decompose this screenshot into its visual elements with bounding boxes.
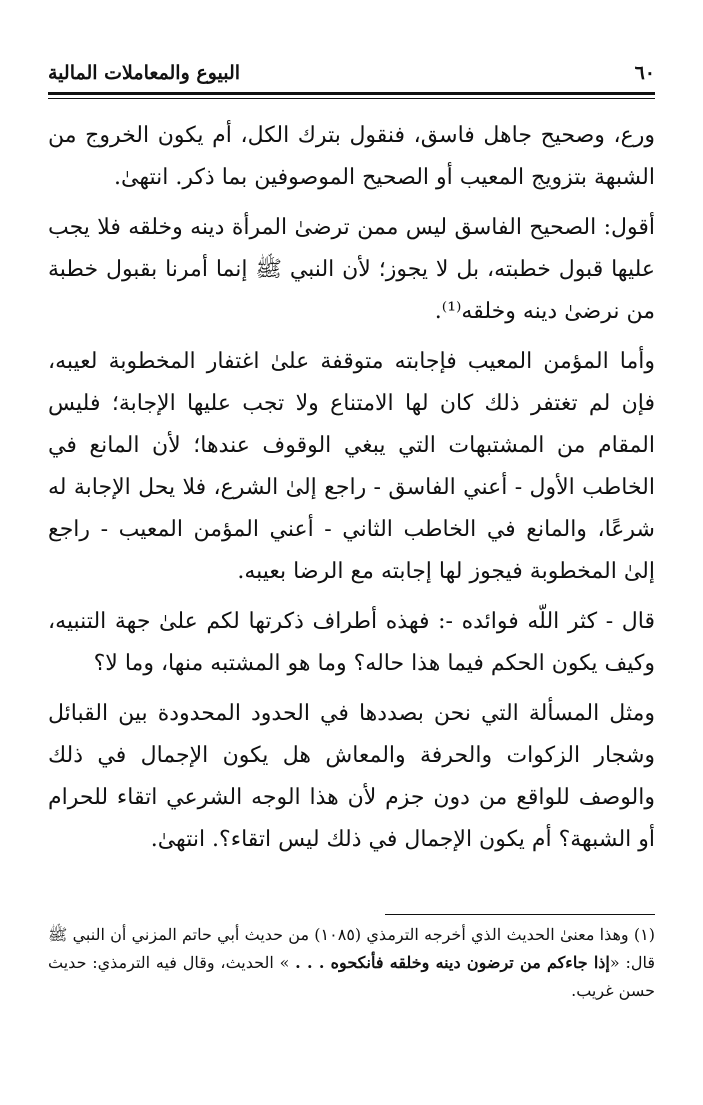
paragraph-3: وأما المؤمن المعيب فإجابته متوقفة علىٰ اغتفار المخطوبة لعيبه، فإن لم تغتفر ذلك كان لها الامتناع ولا تجب عليها الإجابة؛ فليس المقام من المشتبهات التي يبغي الوقوف عندها؛ لأن المانع في الخاطب الأول - أعني الفاسق - راجع إلىٰ الشرع، فلا يحل الإجابة له شرعًا، والمانع في الخاطب الثاني - أعني المؤمن المعيب - راجع إلىٰ المخطوبة فيجوز لها إجابته مع الرضا بعيبه. xyxy=(48,349,656,584)
header-rule-thick xyxy=(48,92,655,95)
footnote-text-start: (١) وهذا معنىٰ الحديث الذي أخرجه الترمذي (١٠٨٥) من حديث أبي حاتم المزني أن النبي ﷺ قال: « xyxy=(48,925,655,972)
header-rule-thin xyxy=(48,98,655,99)
paragraph-2: أقول: الصحيح الفاسق ليس ممن ترضىٰ المرأة دينه وخلقه فلا يجب عليها قبول خطبته، بل لا يجوز؛ لأن النبي ﷺ إنما أمرنا بقبول خطبة من نرضىٰ دينه وخلقه⁽¹⁾. xyxy=(48,215,655,324)
page-header xyxy=(48,52,655,84)
footnote-rule xyxy=(385,914,655,915)
body-text xyxy=(48,115,655,861)
paragraph-4: قال - كثر اللّه فوائده -: فهذه أطراف ذكرتها لكم علىٰ جهة التنبيه، وكيف يكون الحكم فيما هذا حاله؟ وما هو المشتبه منها، وما لا؟ xyxy=(48,609,655,676)
footnote-text-end: » الحديث، وقال فيه الترمذي: حديث حسن غريب. xyxy=(48,953,655,1000)
running-title: البيوع والمعاملات المالية xyxy=(48,62,241,84)
paragraph-5: ومثل المسألة التي نحن بصددها في الحدود المحدودة بين القبائل وشجار الزكوات والحرفة والمعاش هل يكون الإجمال في ذلك والوصف للواقع من دون جزم لأن هذا الوجه الشرعي اتقاء للحرام أو الشبهة؟ أم يكون الإجمال في ذلك ليس اتقاء؟. انتهىٰ. xyxy=(48,701,655,852)
paragraph-1: ورع، وصحيح جاهل فاسق، فنقول بترك الكل، أم يكون الخروج من الشبهة بتزويج المعيب أو الصحيح الموصوفين بما ذكر. انتهىٰ. xyxy=(48,123,655,190)
page-number: ٦٠ xyxy=(634,62,655,84)
footnotes xyxy=(48,914,655,1005)
footnote-1 xyxy=(48,921,655,1005)
footnote-hadith-quote: إذا جاءكم من ترضون دينه وخلقه فأنكحوه . . . xyxy=(295,953,610,972)
